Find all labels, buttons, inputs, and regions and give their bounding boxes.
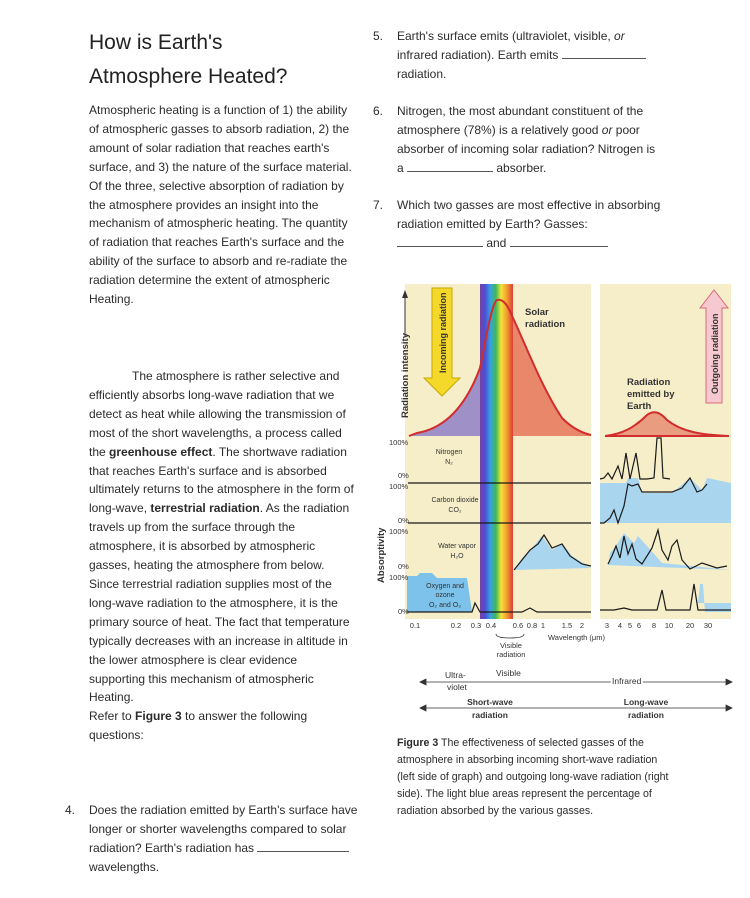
visible-radiation-label-2: radiation bbox=[496, 650, 526, 659]
longwave-arrowhead bbox=[726, 705, 732, 711]
gas-nitrogen-name: Nitrogen bbox=[435, 449, 463, 456]
title-line-2: Atmosphere Heated? bbox=[89, 65, 288, 88]
question-7-and: and bbox=[483, 235, 510, 250]
title-line-1: How is Earth's bbox=[89, 31, 223, 54]
shortwave-label-2: radiation bbox=[472, 710, 508, 720]
question-6 bbox=[373, 102, 665, 178]
tick-2: 2 bbox=[579, 621, 585, 630]
question-6-or: or bbox=[601, 122, 613, 137]
tick-1: 1 bbox=[540, 621, 546, 630]
question-5-number: 5. bbox=[373, 29, 384, 43]
greenhouse-effect-term: greenhouse effect bbox=[109, 444, 213, 459]
tick-0-6: 0.6 bbox=[512, 621, 524, 630]
refer-text-post: to answer the following questions: bbox=[89, 709, 308, 743]
pct-100-nitrogen: 100% bbox=[389, 438, 409, 447]
longwave-label-2: radiation bbox=[628, 710, 664, 720]
outgoing-label: Outgoing radiation bbox=[710, 313, 720, 394]
question-7-answer-blank-1[interactable] bbox=[397, 235, 483, 247]
emitted-label-3: Earth bbox=[627, 401, 652, 412]
tick-0-8: 0.8 bbox=[526, 621, 538, 630]
tick-6: 6 bbox=[636, 621, 642, 630]
absorption-figure bbox=[372, 278, 742, 728]
question-6-number: 6. bbox=[373, 104, 384, 118]
visible-spectrum-band bbox=[480, 284, 513, 619]
question-7-text: Which two gasses are most effective in absorbing radiation emitted by Earth? Gasses: bbox=[397, 198, 661, 231]
tick-30: 30 bbox=[703, 621, 713, 630]
tick-3: 3 bbox=[604, 621, 610, 630]
tick-5: 5 bbox=[627, 621, 633, 630]
gas-co2-name: Carbon dioxide bbox=[431, 497, 479, 504]
question-7-answer-blank-2[interactable] bbox=[510, 235, 608, 247]
question-6-text-mid: poor absorber of incoming solar radiation? Nitrogen is a bbox=[397, 122, 656, 175]
tick-0-3: 0.3 bbox=[470, 621, 482, 630]
question-5 bbox=[373, 27, 665, 84]
tick-0-4: 0.4 bbox=[485, 621, 497, 630]
solar-label-1: Solar bbox=[525, 307, 549, 318]
tick-1-5: 1.5 bbox=[561, 621, 573, 630]
visible-radiation-label-1: Visible bbox=[500, 641, 522, 650]
gas-nitrogen-formula: N₂ bbox=[445, 459, 453, 466]
uv-arrowhead bbox=[420, 679, 426, 685]
visible-bracket bbox=[496, 634, 524, 638]
question-6-text-end: absorber. bbox=[493, 160, 547, 175]
gas-co2-formula: CO₂ bbox=[448, 507, 462, 514]
para2-text-3: . As the radiation travels up from the surface through the atmosphere, it is absorbed by atmospheric gasses, heating the atmosphere from below. Since terrestrial radiation supplies most of the long-wave radiation to the atmosphere, it is the primary source of heat. The fact that temperature typically decreases with an increase in altitude in the lower atmosphere is clear evidence supporting this mechanism of atmospheric Heating. bbox=[89, 501, 350, 705]
gas-oxygen-formula: O₂ and O₃ bbox=[428, 602, 462, 609]
gas-oxygen-name-2: ozone bbox=[435, 592, 455, 599]
question-7 bbox=[373, 196, 665, 253]
absorptivity-label: Absorptivity bbox=[376, 527, 387, 583]
visible-label: Visible bbox=[496, 668, 521, 678]
terrestrial-radiation-term: terrestrial radiation bbox=[150, 501, 260, 516]
tick-0-1: 0.1 bbox=[409, 621, 421, 630]
ir-arrowhead bbox=[726, 679, 732, 685]
pct-100-co2: 100% bbox=[389, 482, 409, 491]
solar-label-2: radiation bbox=[525, 319, 566, 330]
ultraviolet-label-2: violet bbox=[447, 682, 467, 692]
shortwave-arrowhead bbox=[420, 705, 426, 711]
gas-water-name: Water vapor bbox=[438, 543, 476, 550]
question-5-text-mid: infrared radiation). Earth emits bbox=[397, 47, 562, 62]
question-4 bbox=[65, 801, 359, 877]
question-5-text-end: radiation. bbox=[397, 66, 447, 81]
pct-100-oxygen: 100% bbox=[389, 573, 409, 582]
pct-0-co2: 0% bbox=[398, 516, 409, 525]
question-4-text-end: wavelengths. bbox=[89, 859, 160, 874]
refer-text-pre: Refer to bbox=[89, 709, 136, 724]
gas-oxygen-name-1: Oxygen and bbox=[426, 583, 464, 590]
shortwave-label-1: Short-wave bbox=[467, 697, 513, 707]
pct-0-water: 0% bbox=[398, 562, 409, 571]
question-5-or: or bbox=[614, 29, 625, 43]
emitted-label-2: emitted by bbox=[627, 389, 675, 400]
emitted-label-1: Radiation bbox=[627, 377, 671, 388]
question-4-number: 4. bbox=[65, 803, 76, 817]
page-title bbox=[89, 26, 349, 94]
pct-0-nitrogen: 0% bbox=[398, 471, 409, 480]
tick-8: 8 bbox=[651, 621, 657, 630]
question-7-number: 7. bbox=[373, 198, 384, 212]
radiation-intensity-label: Radiation intensity bbox=[400, 333, 411, 418]
pct-0-oxygen: 0% bbox=[398, 607, 409, 616]
pct-100-water: 100% bbox=[389, 527, 409, 536]
tick-0-2: 0.2 bbox=[450, 621, 462, 630]
figure-caption bbox=[397, 735, 675, 820]
caption-label: Figure 3 bbox=[397, 737, 439, 749]
question-4-text: Does the radiation emitted by Earth's surface have longer or shorter wavelengths compared to solar radiation? Earth's radiation has bbox=[89, 803, 358, 855]
intro-paragraph: Atmospheric heating is a function of 1) the ability of atmospheric gasses to absorb radiation, 2) the amount of solar radiation that reaches earth's surface, and 3) the nature of the surface material. Of the three, selective absorption of radiation by the atmosphere provides an insight into the mechanism of atmospheric heating. The quantity of radiation that reaches Earth's surface and the ability of the surface to absorb and re-radiate the radiation determine the extent of atmospheric Heating. bbox=[89, 103, 352, 307]
ultraviolet-label-1: Ultra- bbox=[445, 670, 466, 680]
wavelength-label: Wavelength (μm) bbox=[548, 633, 605, 642]
tick-20: 20 bbox=[685, 621, 695, 630]
question-5-answer-blank[interactable] bbox=[562, 47, 646, 59]
question-4-answer-blank[interactable] bbox=[257, 840, 349, 852]
tick-4: 4 bbox=[617, 621, 623, 630]
gas-water-formula: H₂O bbox=[450, 553, 464, 560]
question-5-text: Earth's surface emits (ultraviolet, visible, bbox=[397, 29, 615, 43]
caption-text: The effectiveness of selected gasses of the atmosphere in absorbing incoming short-wave radiation (left side of graph) and outgoing long-wave radiation (right side). The light blue areas represent the percentage of radiation absorbed by the various gasses. bbox=[397, 737, 669, 817]
incoming-label: Incoming radiation bbox=[438, 292, 448, 373]
question-6-text: Nitrogen, the most abundant constituent of the atmosphere (78%) is a relatively good bbox=[397, 104, 644, 137]
para2-text-1: The atmosphere is rather selective and efficiently absorbs long-wave radiation that we detect as heat while allowing the transmission of most of the short wavelengths, a process called the bbox=[89, 369, 346, 459]
para2-text-2: . The shortwave radiation that reaches Earth's surface and is absorbed ultimately returns to the atmosphere in the form of long-wave, bbox=[89, 444, 354, 516]
question-6-answer-blank[interactable] bbox=[407, 160, 493, 172]
infrared-label: Infrared bbox=[612, 676, 642, 686]
figure-reference: Figure 3 bbox=[135, 709, 182, 724]
longwave-label-1: Long-wave bbox=[623, 697, 669, 707]
greenhouse-paragraph bbox=[89, 367, 354, 745]
tick-10: 10 bbox=[664, 621, 674, 630]
